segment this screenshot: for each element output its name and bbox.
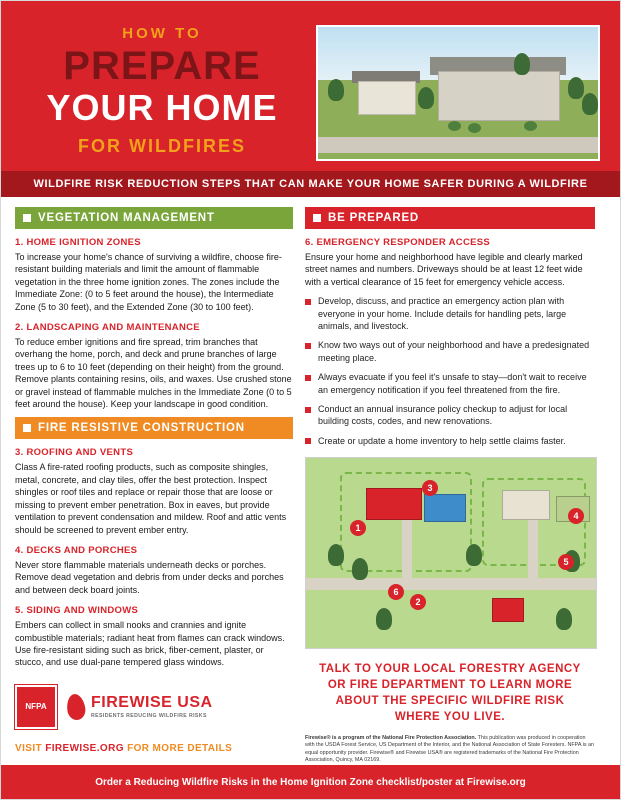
list-item: Develop, discuss, and practice an emergency action plan with everyone in your home. Include details for handling pets, large animals, and livestock. (305, 295, 595, 332)
section-bar-be-prepared (305, 207, 595, 229)
photo-main-house (438, 71, 560, 121)
body-roofing-vents: Class A fire-rated roofing products, such as composite shingles, metal, concrete, and clay tiles, offer the best protection. Inspect shingles or roof tiles and replace or repair those that are loose or missing to prevent ember penetration. Box in eaves, but provide ventilation to prevent condensation and mildew. Roof and attic vents should be screened to prevent ember entry. (15, 462, 287, 535)
body-siding-windows: Embers can collect in small nooks and crannies and ignite combustible materials; radiant heat from flames can crack windows. Use fire-resistant siding such as brick, fiber-cement, plaster, or stucco, and use dual-pane tempered glass windows. (15, 620, 285, 668)
cta-line-4: WHERE YOU LIVE. (394, 711, 506, 724)
map-callout-3: 3 (422, 480, 438, 496)
body-emergency-responder-access: Ensure your home and neighborhood have legible and clearly marked street names and numbers. Driveways should be at least 12 feet wide with a vertical clearance of 15 feet for emergency vehicle access. (305, 252, 583, 287)
square-bullet-icon (23, 214, 31, 222)
visit-url[interactable]: FIREWISE.ORG (45, 742, 124, 754)
right-column (305, 207, 595, 764)
section-bar-vegetation-label: VEGETATION MANAGEMENT (38, 212, 215, 224)
section-bar-fire-resistive-label: FIRE RESISTIVE CONSTRUCTION (38, 422, 245, 435)
heading-decks-porches: 4. DECKS AND PORCHES (15, 544, 138, 556)
photo-secondary-house (358, 81, 416, 115)
list-item: Create or update a home inventory to help settle claims faster. (305, 435, 595, 447)
visit-prefix: VISIT (15, 742, 46, 754)
header-strip-text: WILDFIRE RISK REDUCTION STEPS THAT CAN MAKE YOUR HOME SAFER DURING A WILDFIRE (33, 178, 588, 190)
content-columns (1, 197, 620, 764)
fineprint-lead: Firewise® is a program of the National Fire Protection Association. (305, 735, 477, 742)
firewise-logo-tagline: RESIDENTS REDUCING WILDFIRE RISKS (91, 712, 207, 719)
photo-shrub (524, 121, 537, 131)
header-title-line1: PREPARE (63, 44, 261, 88)
map-callout-6: 6 (388, 584, 404, 600)
be-prepared-list (305, 295, 595, 447)
body-decks-porches: Never store flammable materials underneath decks or porches. Remove dead vegetation and debris from under decks and porches and between deck board joints. (15, 559, 284, 595)
photo-tree (582, 93, 598, 115)
cta-line-1: TALK TO YOUR LOCAL FORESTRY AGENCY (319, 663, 581, 676)
visit-line (15, 743, 293, 754)
cta-line-2: OR FIRE DEPARTMENT TO LEARN MORE (327, 679, 573, 692)
section-bar-be-prepared-label: BE PREPARED (328, 212, 420, 224)
header-strip (1, 171, 620, 197)
flame-icon (65, 693, 86, 721)
map-tree (376, 608, 392, 630)
header-title-line2: YOUR HOME (46, 87, 278, 128)
photo-tree (418, 87, 434, 109)
header-subtitle: FOR WILDFIRES (78, 136, 246, 156)
visit-suffix: FOR MORE DETAILS (123, 742, 233, 754)
fineprint-body: This publication was produced in cooperation with the USDA Forest Service, US Department of the Interior, and the National Association of State Foresters. NFPA is an equal opportunity provider. Firewise® and Firewise USA® are registered trademarks of the National Fire Protection Association, Quincy, MA 02169. (305, 735, 595, 763)
heading-emergency-responder-access: 6. EMERGENCY RESPONDER ACCESS (305, 237, 491, 248)
firewise-logo (67, 694, 213, 720)
heading-home-ignition-zones: 1. HOME IGNITION ZONES (15, 237, 141, 248)
footer-text: Order a Reducing Wildfire Risks in the Home Ignition Zone checklist/poster at Firewise.org (95, 776, 526, 788)
body-landscaping-maintenance: To reduce ember ignitions and fire spread, trim branches that overhang the home, porch, and deck and prune branches of large trees up to 6 to 10 feet (depending on their height) from the ground. Remove plants containing resins, oils, and waxes. Use crushed stone or gravel instead of flammable mulches in the Immediate Zone (0 to 5 feet around the house). Keep your landscape in good condition. (15, 337, 292, 410)
photo-tree (514, 53, 530, 75)
map-callout-5: 5 (558, 554, 574, 570)
nfpa-logo (15, 685, 57, 729)
heading-landscaping-maintenance: 2. LANDSCAPING AND MAINTENANCE (15, 322, 200, 334)
firewise-logo-text (91, 695, 213, 719)
map-road (306, 578, 596, 590)
map-driveway (402, 520, 412, 582)
list-item: Always evacuate if you feel it's unsafe to stay—don't wait to receive an emergency notification if you feel threatened from the fire. (305, 371, 595, 396)
left-column (15, 207, 305, 764)
neighborhood-map (305, 457, 597, 649)
map-driveway (528, 518, 538, 580)
list-item: Conduct an annual insurance policy checkup to adjust for local building costs, codes, and new renovations. (305, 403, 595, 428)
photo-shrub (448, 121, 461, 131)
map-callout-2: 2 (410, 594, 426, 610)
photo-shrub (468, 123, 481, 133)
fineprint (305, 735, 595, 764)
map-house-red (366, 488, 422, 520)
photo-tree (568, 77, 584, 99)
header-photo (316, 25, 600, 161)
nfpa-logo-label: NFPA (25, 702, 47, 712)
map-callout-1: 1 (350, 520, 366, 536)
map-tree (328, 544, 344, 566)
poster-header (1, 1, 620, 197)
map-shed (492, 598, 524, 622)
list-item: Know two ways out of your neighborhood and have a predesignated meeting place. (305, 339, 595, 364)
section-bar-fire-resistive (15, 417, 293, 439)
map-house-blue (424, 494, 466, 522)
logo-row (15, 685, 293, 729)
map-tree (352, 558, 368, 580)
map-house-tan (502, 490, 550, 520)
header-kicker: HOW TO (122, 25, 202, 42)
square-bullet-icon (313, 214, 321, 222)
map-tree (466, 544, 482, 566)
call-to-action (305, 661, 595, 725)
photo-tree (328, 79, 344, 101)
header-title-block (27, 25, 297, 157)
square-bullet-icon (23, 424, 31, 432)
map-callout-4: 4 (568, 508, 584, 524)
firewise-logo-name: FIREWISE USA (91, 693, 213, 711)
heading-siding-windows: 5. SIDING AND WINDOWS (15, 605, 139, 617)
heading-roofing-vents: 3. ROOFING AND VENTS (15, 447, 134, 459)
map-tree (556, 608, 572, 630)
poster-footer (1, 765, 620, 799)
section-bar-vegetation (15, 207, 293, 229)
body-home-ignition-zones: To increase your home's chance of surviving a wildfire, choose fire-resistant building materials and limit the amount of flammable vegetation in the three home ignition zones. The zones include the Immediate Zone: (0 to 5 feet around the house), the Intermediate Zone (5 to 30 feet), and the Extended Zone (30 to 100 feet). (15, 252, 282, 312)
cta-line-3: ABOUT THE SPECIFIC WILDFIRE RISK (335, 695, 565, 708)
photo-road (318, 137, 598, 153)
